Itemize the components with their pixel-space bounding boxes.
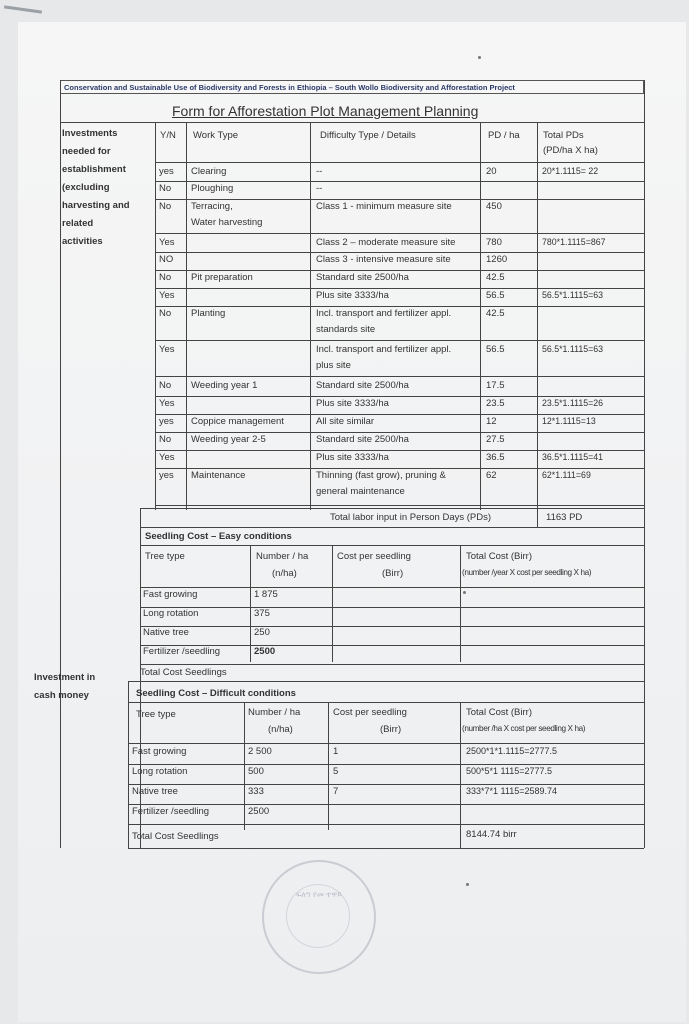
row-yn: Yes <box>159 398 175 409</box>
row-pd-ha: 56.5 <box>486 344 505 355</box>
row-yn: No <box>159 183 172 194</box>
row-total-pds: 780*1.1115=867 <box>542 237 606 247</box>
investment-side-label: establishment <box>62 164 126 175</box>
difficult-col-total-sub: (number /ha X cost per seedling X ha) <box>462 724 586 733</box>
easy-row-number: 2500 <box>254 646 276 657</box>
investment-side-label: related <box>62 218 94 229</box>
total-labor-value: 1163 PD <box>546 512 583 523</box>
row-yn: yes <box>159 166 174 177</box>
row-work-type: Ploughing <box>191 183 234 194</box>
row-total-pds: 56.5*1.1115=63 <box>542 344 604 354</box>
project-header: Conservation and Sustainable Use of Biodiversity and Forests in Ethiopia – South Wollo Biodiversity and Afforestation Project <box>60 80 644 94</box>
table-rule <box>155 414 644 415</box>
row-difficulty: Plus site 3333/ha <box>316 290 389 301</box>
row-yn: Yes <box>159 344 175 355</box>
difficult-col-number: Number / ha <box>248 707 301 718</box>
easy-col-total: Total Cost (Birr) <box>466 551 532 562</box>
row-yn: NO <box>159 254 174 265</box>
table-rule <box>460 826 461 848</box>
difficult-row-number: 2 500 <box>248 746 272 757</box>
easy-row-type: Fertilizer /seedling <box>143 646 221 657</box>
row-difficulty: All site similar <box>316 416 375 427</box>
row-pd-ha: 56.5 <box>486 290 505 301</box>
official-stamp <box>262 860 376 974</box>
easy-total-label: Total Cost Seedlings <box>140 667 227 678</box>
table-rule <box>155 450 644 451</box>
difficult-col-number-sub: (n/ha) <box>268 724 293 735</box>
table-rule <box>155 376 644 377</box>
table-rule <box>128 784 644 785</box>
row-difficulty: Class 1 - minimum measure site <box>316 201 452 212</box>
col-work-type: Work Type <box>193 130 239 141</box>
table-rule <box>155 468 644 469</box>
row-work-type: Pit preparation <box>191 272 253 283</box>
difficult-col-cost: Cost per seedling <box>333 707 407 718</box>
table-rule <box>155 432 644 433</box>
row-work-type: Maintenance <box>191 470 246 481</box>
row-difficulty: Incl. transport and fertilizer appl. <box>316 344 452 355</box>
table-rule <box>60 80 61 848</box>
speck <box>463 591 466 594</box>
col-yn: Y/N <box>160 130 176 141</box>
row-yn: Yes <box>159 452 175 463</box>
col-difficulty: Difficulty Type / Details <box>320 130 416 141</box>
row-total-pds: 20*1.1115= 22 <box>542 166 599 176</box>
table-rule <box>140 508 141 848</box>
difficult-row-type: Native tree <box>132 786 178 797</box>
row-difficulty: Standard site 2500/ha <box>316 434 409 445</box>
investment-side-label: Investments <box>62 128 118 139</box>
cash-side-label: cash money <box>34 690 89 701</box>
difficult-col-cost-sub: (Birr) <box>380 724 402 735</box>
row-yn: yes <box>159 470 174 481</box>
row-pd-ha: 450 <box>486 201 502 212</box>
stamp-text: ፍለግ የመ ተዋይ <box>295 890 342 899</box>
difficult-row-type: Fast growing <box>132 746 187 757</box>
difficult-row-total: 2500*1*1.1115=2777.5 <box>466 746 558 756</box>
difficult-row-cost: 1 <box>333 746 339 757</box>
table-rule <box>128 764 644 765</box>
table-rule <box>155 340 644 341</box>
difficult-row-number: 500 <box>248 766 264 777</box>
table-rule <box>155 199 644 200</box>
row-pd-ha: 42.5 <box>486 272 505 283</box>
row-pd-ha: 780 <box>486 237 502 248</box>
row-pd-ha: 17.5 <box>486 380 505 391</box>
row-pd-ha: 36.5 <box>486 452 505 463</box>
row-work-type: Terracing, <box>191 201 233 212</box>
row-yn: Yes <box>159 237 175 248</box>
easy-row-type: Long rotation <box>143 608 199 619</box>
easy-row-number: 250 <box>254 627 270 638</box>
table-rule <box>140 545 644 546</box>
row-work-type: Coppice management <box>191 416 284 427</box>
difficult-heading: Seedling Cost – Difficult conditions <box>136 688 296 699</box>
difficult-row-number: 333 <box>248 786 264 797</box>
table-rule <box>128 804 644 805</box>
table-rule <box>155 505 644 506</box>
row-pd-ha: 20 <box>486 166 497 177</box>
table-rule <box>140 587 644 588</box>
row-difficulty: Thinning (fast grow), pruning & <box>316 470 446 481</box>
investment-side-label: harvesting and <box>62 200 130 211</box>
table-rule <box>155 162 644 163</box>
easy-row-type: Native tree <box>143 627 189 638</box>
table-rule <box>155 233 644 234</box>
row-total-pds: 62*1.111=69 <box>542 470 591 480</box>
difficult-col-total: Total Cost (Birr) <box>466 707 532 718</box>
table-rule <box>140 626 644 627</box>
row-difficulty-cont: general maintenance <box>316 486 405 497</box>
difficult-row-total: 500*5*1 1115=2777.5 <box>466 766 553 776</box>
row-total-pds: 23.5*1.1115=26 <box>542 398 604 408</box>
table-rule <box>140 664 644 665</box>
difficult-total-label: Total Cost Seedlings <box>132 831 219 842</box>
table-rule <box>155 252 644 253</box>
table-rule <box>244 702 245 830</box>
difficult-row-type: Long rotation <box>132 766 188 777</box>
row-work-type: Weeding year 1 <box>191 380 258 391</box>
easy-col-total-sub: (number /year X cost per seedling X ha) <box>462 568 592 577</box>
easy-heading: Seedling Cost – Easy conditions <box>145 531 292 542</box>
row-work-type: Clearing <box>191 166 227 177</box>
difficult-row-type: Fertilizer /seedling <box>132 806 210 817</box>
row-difficulty: Incl. transport and fertilizer appl. <box>316 308 452 319</box>
easy-col-number-sub: (n/ha) <box>272 568 297 579</box>
row-pd-ha: 27.5 <box>486 434 505 445</box>
easy-row-number: 1 875 <box>254 589 278 600</box>
difficult-total-value: 8144.74 birr <box>466 829 517 840</box>
easy-col-type: Tree type <box>145 551 185 562</box>
row-difficulty: Plus site 3333/ha <box>316 398 389 409</box>
difficult-row-cost: 5 <box>333 766 339 777</box>
row-difficulty-cont: standards site <box>316 324 376 335</box>
table-rule <box>537 508 538 527</box>
table-rule <box>644 80 645 848</box>
col-pd-ha: PD / ha <box>488 130 520 141</box>
row-yn: yes <box>159 416 174 427</box>
table-rule <box>155 270 644 271</box>
row-difficulty: Class 3 - intensive measure site <box>316 254 451 265</box>
row-total-pds: 36.5*1.1115=41 <box>542 452 604 462</box>
table-rule <box>140 607 644 608</box>
table-rule <box>155 306 644 307</box>
table-rule <box>128 702 644 703</box>
investment-side-label: needed for <box>62 146 111 157</box>
row-work-type-cont: Water harvesting <box>191 217 263 228</box>
row-difficulty: -- <box>316 183 323 194</box>
table-rule <box>328 702 329 830</box>
difficult-row-number: 2500 <box>248 806 270 817</box>
row-yn: No <box>159 380 172 391</box>
investment-side-label: (excluding <box>62 182 110 193</box>
cash-side-label: Investment in <box>34 672 96 683</box>
table-rule <box>155 288 644 289</box>
row-work-type: Planting <box>191 308 226 319</box>
table-rule <box>155 396 644 397</box>
table-rule <box>155 181 644 182</box>
row-pd-ha: 42.5 <box>486 308 505 319</box>
paper-scrap <box>4 5 42 13</box>
difficult-col-type: Tree type <box>136 709 176 720</box>
row-yn: No <box>159 272 172 283</box>
form-title: Form for Afforestation Plot Management Planning <box>172 103 479 119</box>
easy-col-cost-sub: (Birr) <box>382 568 404 579</box>
row-difficulty: Class 2 – moderate measure site <box>316 237 456 248</box>
row-pd-ha: 1260 <box>486 254 508 265</box>
row-pd-ha: 23.5 <box>486 398 505 409</box>
difficult-row-cost: 7 <box>333 786 339 797</box>
table-rule <box>128 743 644 744</box>
row-yn: No <box>159 201 172 212</box>
easy-row-number: 375 <box>254 608 270 619</box>
row-difficulty-cont: plus site <box>316 360 351 371</box>
col-total-pds-sub: (PD/ha X ha) <box>543 145 598 156</box>
investment-side-label: activities <box>62 236 103 247</box>
row-pd-ha: 12 <box>486 416 497 427</box>
total-labor-label: Total labor input in Person Days (PDs) <box>330 512 492 523</box>
col-total-pds: Total PDs <box>543 130 584 141</box>
row-yn: Yes <box>159 290 175 301</box>
table-rule <box>60 122 644 123</box>
speck <box>478 56 481 59</box>
table-rule <box>140 508 644 509</box>
table-rule <box>140 527 644 528</box>
easy-row-type: Fast growing <box>143 589 198 600</box>
row-difficulty: Standard site 2500/ha <box>316 272 409 283</box>
row-difficulty: Plus site 3333/ha <box>316 452 389 463</box>
table-rule <box>128 824 644 825</box>
row-total-pds: 12*1.1115=13 <box>542 416 596 426</box>
table-rule <box>128 848 644 849</box>
row-pd-ha: 62 <box>486 470 497 481</box>
easy-col-number: Number / ha <box>256 551 309 562</box>
table-rule <box>460 702 461 830</box>
row-yn: No <box>159 308 172 319</box>
difficult-row-total: 333*7*1 1115=2589.74 <box>466 786 558 796</box>
row-difficulty: Standard site 2500/ha <box>316 380 409 391</box>
speck <box>466 883 469 886</box>
row-work-type: Weeding year 2-5 <box>191 434 266 445</box>
row-total-pds: 56.5*1.1115=63 <box>542 290 604 300</box>
row-difficulty: -- <box>316 166 323 177</box>
row-yn: No <box>159 434 172 445</box>
easy-col-cost: Cost per seedling <box>337 551 411 562</box>
table-rule <box>128 681 644 682</box>
